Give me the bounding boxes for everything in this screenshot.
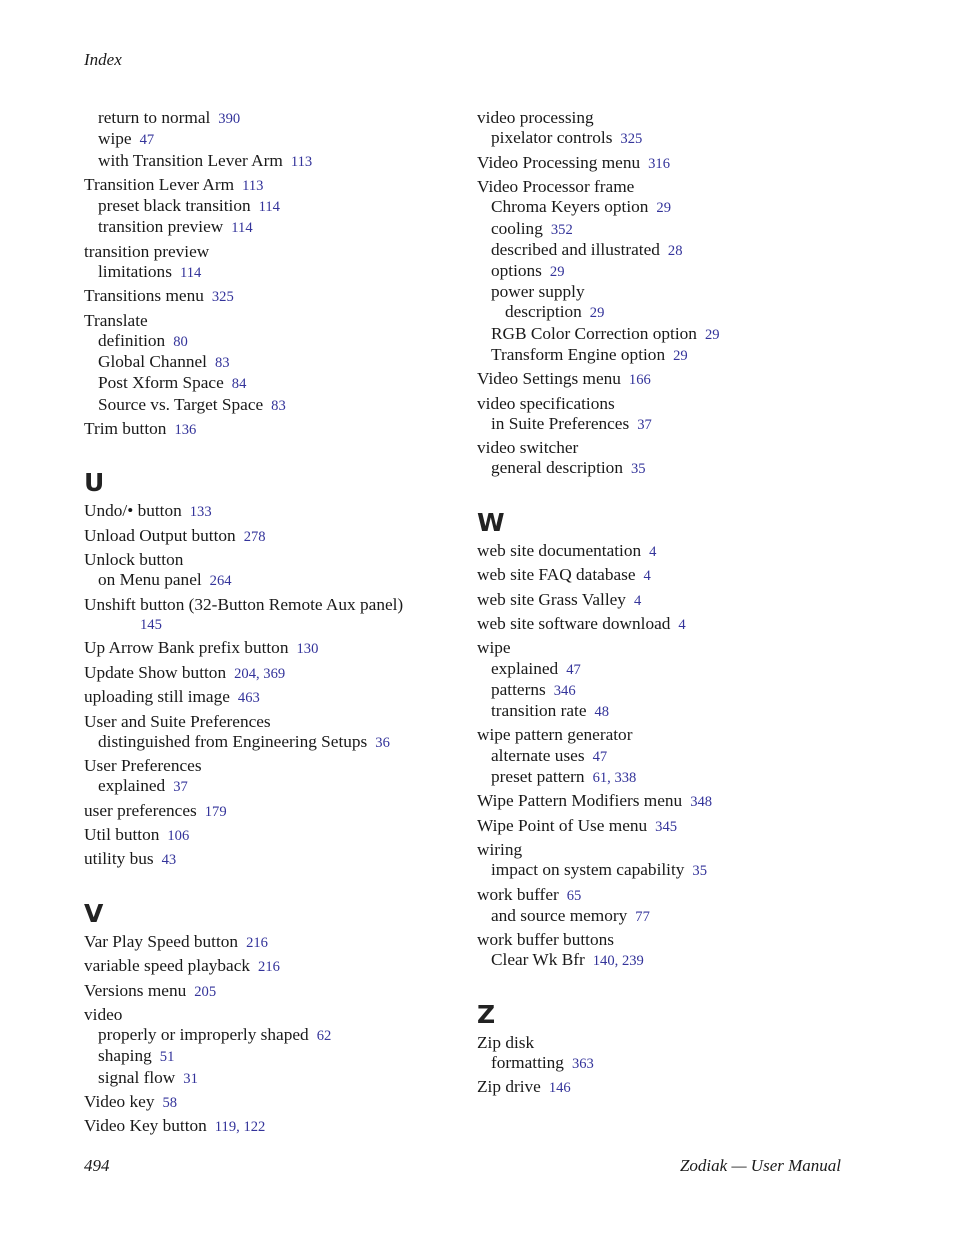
index-subterm [477, 680, 877, 701]
page-ref-link[interactable]: 146 [548, 1080, 571, 1097]
index-entry [477, 153, 877, 174]
index-entry [477, 108, 877, 149]
index-term-text: user preferences [84, 800, 197, 820]
index-term [477, 930, 877, 950]
page-ref-link[interactable]: 29 [673, 347, 688, 364]
index-subsubterm [477, 302, 877, 323]
index-term-text: Video key [84, 1092, 155, 1112]
page-ref-link[interactable]: 278 [243, 528, 266, 545]
index-entry [477, 1077, 877, 1098]
page-ref-link[interactable]: 316 [648, 155, 670, 172]
index-term [477, 791, 877, 812]
index-term-text: Video Settings menu [477, 369, 621, 389]
page-ref-link[interactable]: 65 [566, 887, 582, 904]
page-ref-separator: , [607, 769, 615, 786]
index-term-text: shaping [98, 1046, 152, 1066]
index-term-text: video switcher [477, 438, 579, 458]
index-term [477, 153, 877, 174]
page-ref-link[interactable]: 119 [214, 1119, 237, 1136]
index-subterm [84, 395, 464, 416]
index-term-text: web site software download [477, 613, 671, 633]
index-subterm [477, 860, 877, 881]
index-term-text: Zip disk [477, 1032, 535, 1052]
index-term-text: Global Channel [98, 352, 207, 372]
index-term [84, 981, 464, 1002]
index-entry [84, 311, 464, 416]
page-ref-link[interactable]: 37 [637, 416, 652, 433]
page-ref-link[interactable]: 4 [678, 616, 686, 633]
index-entry [84, 825, 464, 846]
index-term-text: Post Xform Space [98, 373, 224, 393]
index-entry [477, 1033, 877, 1074]
index-subterm [84, 262, 464, 283]
index-entry [477, 438, 877, 479]
index-entry [84, 1116, 464, 1137]
index-entry [477, 885, 877, 927]
index-term-text: power supply [491, 282, 585, 302]
index-term [84, 638, 464, 659]
index-subterm [84, 129, 464, 150]
page-ref-link[interactable]: 29 [704, 326, 720, 343]
page-ref-link[interactable]: 43 [161, 852, 177, 869]
index-subterm [477, 414, 877, 435]
page-ref-link[interactable]: 166 [628, 372, 651, 389]
index-term [477, 1077, 877, 1098]
page-ref-link[interactable]: 4 [649, 543, 657, 560]
index-entry [84, 687, 464, 708]
index-term-text: Video Processing menu [477, 152, 641, 172]
index-term-text: video [84, 1005, 123, 1025]
index-term-text: User Preferences [84, 756, 202, 776]
index-entry [84, 419, 464, 440]
index-entry [84, 526, 464, 547]
index-term [84, 1005, 464, 1025]
index-subterm [84, 732, 464, 753]
index-subterm [477, 197, 877, 218]
index-term [84, 419, 464, 440]
index-term [477, 177, 877, 197]
index-term-text: utility bus [84, 849, 154, 869]
page-ref-link[interactable]: 4 [643, 568, 651, 585]
running-header: Index [84, 50, 122, 69]
page-ref-link[interactable]: 239 [621, 953, 644, 970]
index-term-text: preset pattern [491, 766, 585, 786]
index-entry [477, 638, 877, 722]
page-ref-link[interactable]: 114 [258, 199, 280, 216]
index-section-letter: W [477, 507, 505, 537]
index-entry [84, 849, 464, 870]
index-entry [477, 816, 877, 837]
page-ref-link[interactable]: 390 [218, 111, 241, 128]
index-term-text: User and Suite Preferences [84, 711, 271, 731]
index-term-text: Clear Wk Bfr [491, 950, 585, 970]
index-term-text: cooling [491, 218, 543, 238]
index-subterm [84, 196, 464, 217]
index-entry [477, 394, 877, 435]
index-term [84, 175, 464, 196]
index-term-text: Up Arrow Bank prefix button [84, 638, 289, 658]
index-entry [477, 840, 877, 881]
index-term-text: impact on system capability [491, 860, 685, 880]
index-term-text: formatting [491, 1052, 564, 1072]
index-term-text: Versions menu [84, 980, 187, 1000]
index-term-text: web site documentation [477, 540, 642, 560]
index-term-text: Unlock button [84, 550, 184, 570]
page-ref-link[interactable]: 113 [290, 153, 313, 170]
index-subterm [477, 906, 877, 927]
index-term-text: Undo/• button [84, 501, 182, 521]
page-ref-link[interactable]: 140 [592, 953, 615, 970]
index-entry [84, 550, 464, 591]
index-term-text: work buffer [477, 884, 559, 904]
index-term-text: explained [491, 658, 559, 678]
page-ref-link[interactable]: 80 [173, 333, 188, 350]
index-term-text: video specifications [477, 393, 615, 413]
index-term-text: Zip drive [477, 1077, 541, 1097]
index-section-letter: U [84, 468, 105, 498]
page-ref-link[interactable]: 369 [263, 665, 286, 682]
index-term [477, 541, 877, 562]
index-term-text: Source vs. Target Space [98, 394, 264, 414]
page-ref-link[interactable]: 113 [242, 177, 264, 194]
index-term-text: with Transition Lever Arm [98, 150, 283, 170]
index-term-text: Wipe Pattern Modifiers menu [477, 791, 683, 811]
page-ref-link[interactable]: 122 [243, 1119, 266, 1136]
page-ref-link[interactable]: 83 [271, 397, 286, 414]
index-entry [84, 638, 464, 659]
index-term [477, 885, 877, 906]
index-entry [84, 1092, 464, 1113]
page-ref-link[interactable]: 338 [614, 769, 637, 786]
index-term [84, 849, 464, 870]
index-term-text: wipe [98, 129, 132, 149]
index-term-text: definition [98, 330, 166, 350]
index-term [84, 825, 464, 846]
page-ref-link[interactable]: 463 [237, 690, 260, 707]
index-term-text: and source memory [491, 905, 628, 925]
page-ref-link[interactable]: 28 [667, 242, 683, 259]
index-term-text: wiring [477, 839, 523, 859]
index-entry [477, 541, 877, 562]
index-subterm [84, 217, 464, 238]
index-term-text: Wipe Point of Use menu [477, 815, 648, 835]
index-term-text: Var Play Speed button [84, 931, 239, 951]
page-ref-link[interactable]: 35 [692, 863, 708, 880]
page-ref-link[interactable]: 4 [633, 592, 642, 609]
page-ref-link[interactable]: 35 [630, 461, 646, 478]
index-entry [84, 756, 464, 797]
index-term-text: Translate [84, 310, 148, 330]
index-entry [84, 712, 464, 753]
index-term-text: Transitions menu [84, 286, 204, 306]
page-ref-link[interactable]: 345 [655, 818, 678, 835]
index-term-text: signal flow [98, 1067, 176, 1087]
page-ref-link[interactable]: 29 [549, 263, 565, 280]
index-column-left [84, 105, 464, 1138]
page-ref-link[interactable]: 31 [183, 1070, 198, 1087]
index-term-text: described and illustrated [491, 239, 660, 259]
page-ref-link[interactable]: 346 [553, 682, 576, 699]
page-ref-link[interactable]: 62 [316, 1028, 332, 1045]
index-subterm [477, 128, 877, 149]
index-entry [477, 369, 877, 390]
index-term [84, 1116, 464, 1137]
index-term-text: Transform Engine option [491, 344, 666, 364]
index-subterm [477, 219, 877, 240]
page-ref-link[interactable]: 83 [214, 355, 230, 372]
index-term-text: description [505, 302, 582, 322]
index-term [477, 565, 877, 586]
index-subterm [477, 950, 877, 971]
index-term-text: Video Processor frame [477, 177, 635, 197]
page-ref-link[interactable]: 37 [173, 779, 188, 796]
index-term-text: uploading still image [84, 687, 230, 707]
index-term [84, 801, 464, 822]
index-term-text: transition preview [84, 241, 210, 261]
index-subterm [477, 767, 877, 788]
page-ref-link[interactable]: 29 [656, 200, 672, 217]
index-term [84, 1092, 464, 1113]
index-term-text: variable speed playback [84, 956, 251, 976]
index-term-text: pixelator controls [491, 128, 613, 148]
index-term [84, 756, 464, 776]
index-term-text: general description [491, 458, 623, 478]
page-ref-link[interactable]: 29 [589, 305, 605, 322]
index-term-text: transition preview [98, 217, 224, 237]
index-entry [84, 175, 464, 239]
index-term-text: transition rate [491, 700, 587, 720]
index-column-right [477, 105, 877, 1098]
index-entry [477, 177, 877, 366]
page-ref-link[interactable]: 114 [179, 264, 202, 281]
index-term [84, 956, 464, 977]
index-entry [84, 595, 464, 635]
index-term-text: RGB Color Correction option [491, 323, 697, 343]
page-ref-link[interactable]: 325 [211, 289, 234, 306]
page-ref-link[interactable]: 51 [159, 1049, 175, 1066]
index-term-text: Trim button [84, 418, 167, 438]
page-ref-link[interactable]: 216 [246, 934, 268, 951]
index-subterm [477, 345, 877, 366]
index-term [477, 369, 877, 390]
index-subterm [84, 1025, 464, 1046]
index-term-text: distinguished from Engineering Setups [98, 731, 368, 751]
page-ref-link[interactable]: 204 [234, 665, 256, 682]
index-term-text: wipe [477, 638, 511, 658]
index-subterm [477, 659, 877, 680]
index-entry [84, 501, 464, 522]
index-term [84, 663, 464, 684]
index-term-text: Chroma Keyers option [491, 197, 649, 217]
page-ref-link[interactable]: 130 [296, 641, 319, 658]
index-subterm [477, 240, 877, 261]
page-ref-link[interactable]: 58 [162, 1095, 178, 1112]
page-ref-link[interactable]: 205 [194, 983, 217, 1000]
index-term-text: Unload Output button [84, 525, 236, 545]
page-ref-link[interactable]: 179 [204, 803, 227, 820]
page-ref-link[interactable]: 114 [231, 220, 253, 237]
page-ref-link[interactable]: 47 [566, 661, 581, 678]
index-entry [84, 286, 464, 307]
page-ref-link[interactable]: 36 [375, 734, 390, 751]
index-subterm [84, 1046, 464, 1067]
index-term [84, 712, 464, 732]
index-term [477, 840, 877, 860]
page-ref-link[interactable]: 77 [635, 908, 650, 925]
index-term-text: limitations [98, 261, 172, 281]
index-entry [477, 930, 877, 971]
manual-title: Zodiak — User Manual [679, 1156, 841, 1175]
index-subterm [477, 746, 877, 767]
index-term [84, 526, 464, 547]
index-term [84, 286, 464, 307]
index-term-text: web site Grass Valley [477, 589, 626, 609]
index-entry [84, 242, 464, 283]
page-ref-link[interactable]: 352 [550, 221, 573, 238]
page-ref-link[interactable]: 47 [592, 748, 608, 765]
index-term-text: on Menu panel [98, 570, 202, 590]
index-term-text: web site FAQ database [477, 565, 636, 585]
index-subterm [84, 570, 464, 591]
page-ref-link[interactable]: 84 [231, 376, 247, 393]
page-ref-link[interactable]: 61 [592, 769, 608, 786]
index-term [477, 1033, 877, 1053]
index-term-text: explained [98, 776, 166, 796]
index-term-text: Unshift button (32-Button Remote Aux panel) [84, 594, 404, 614]
index-term [84, 242, 464, 262]
page-ref-link[interactable]: 136 [174, 421, 197, 438]
index-term-text: work buffer buttons [477, 930, 614, 950]
index-term [84, 501, 464, 522]
page-ref-link[interactable]: 47 [139, 132, 155, 149]
index-term [477, 816, 877, 837]
index-entry [477, 614, 877, 635]
index-term-text: preset black transition [98, 196, 251, 216]
index-entry-continuation [84, 615, 464, 635]
index-entry [84, 663, 464, 684]
index-entry [477, 725, 877, 788]
index-term-text: Transition Lever Arm [84, 174, 235, 194]
index-entry [84, 956, 464, 977]
index-term-text: options [491, 260, 542, 280]
index-term [84, 311, 464, 331]
index-term-text: patterns [491, 679, 546, 699]
page-ref-separator: , [614, 953, 622, 970]
index-term [477, 394, 877, 414]
index-section-letter: Z [477, 999, 496, 1029]
index-term-text: Util button [84, 825, 160, 845]
index-term [477, 725, 877, 745]
index-subterm [84, 108, 464, 129]
index-term [477, 614, 877, 635]
index-subterm [84, 1068, 464, 1089]
page-ref-link[interactable]: 145 [140, 616, 162, 633]
page-ref-link[interactable]: 106 [167, 828, 190, 845]
index-term-text: return to normal [98, 108, 211, 128]
index-subterm [477, 1053, 877, 1074]
index-subterm [477, 458, 877, 479]
index-term-text: video processing [477, 108, 594, 128]
index-term-text: properly or improperly shaped [98, 1025, 309, 1045]
page-ref-link[interactable]: 264 [209, 573, 232, 590]
index-entry [84, 1005, 464, 1089]
page-ref-link[interactable]: 48 [594, 703, 610, 720]
index-term-text: Video Key button [84, 1116, 207, 1136]
index-entry [477, 590, 877, 611]
index-entry [84, 932, 464, 953]
page-ref-link[interactable]: 133 [189, 504, 212, 521]
index-entry [84, 981, 464, 1002]
index-term [477, 438, 877, 458]
index-subterm [477, 324, 877, 345]
index-subterm [84, 151, 464, 172]
page-ref-separator: , [255, 665, 264, 682]
index-term [477, 590, 877, 611]
index-subterm [84, 331, 464, 352]
page-ref-link[interactable]: 325 [620, 131, 643, 148]
index-term [84, 932, 464, 953]
index-section-letter: V [84, 898, 104, 928]
index-entry [477, 791, 877, 812]
index-term-text: wipe pattern generator [477, 725, 633, 745]
index-subterm [477, 261, 877, 282]
page-ref-link[interactable]: 216 [258, 959, 280, 976]
page-number: 494 [84, 1156, 110, 1175]
index-subterm [477, 282, 877, 302]
page-ref-link[interactable]: 363 [571, 1055, 594, 1072]
page-ref-separator: , [236, 1119, 244, 1136]
index-subterm [84, 776, 464, 797]
index-entry [84, 108, 464, 172]
index-term [84, 687, 464, 708]
index-term [84, 595, 464, 615]
index-subterm [84, 352, 464, 373]
index-term [477, 638, 877, 658]
index-entry [477, 565, 877, 586]
index-term [84, 550, 464, 570]
index-entry [84, 801, 464, 822]
page-ref-link[interactable]: 348 [690, 794, 713, 811]
index-subterm [84, 373, 464, 394]
index-term-text: alternate uses [491, 745, 585, 765]
index-subterm [477, 701, 877, 722]
index-term [477, 108, 877, 128]
index-term-text: Update Show button [84, 662, 227, 682]
index-term-text: in Suite Preferences [491, 413, 630, 433]
